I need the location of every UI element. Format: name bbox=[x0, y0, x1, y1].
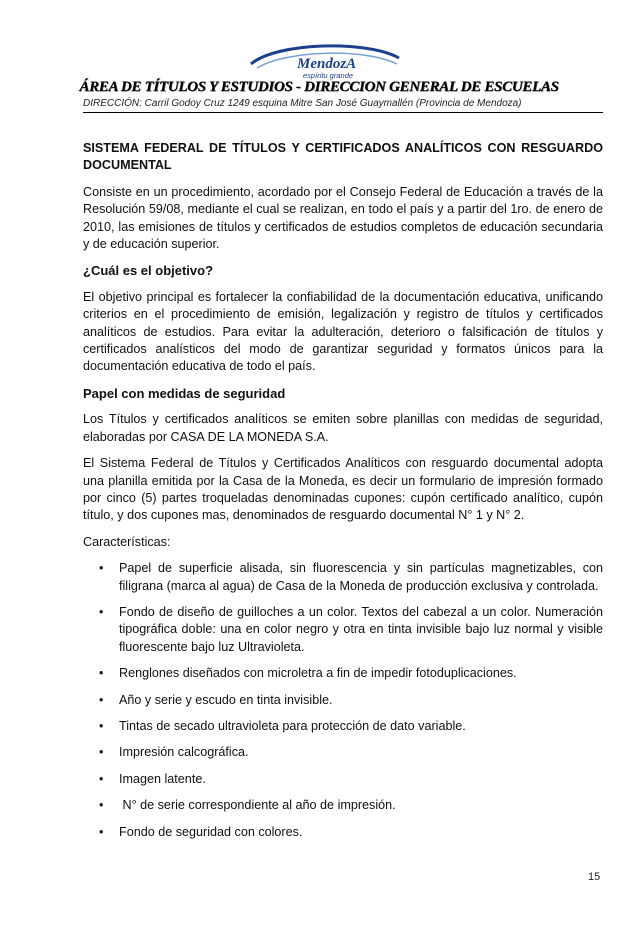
list-item bbox=[83, 771, 603, 788]
feature-text: Tintas de secado ultravioleta para protección de dato variable. bbox=[119, 718, 466, 733]
bullet-icon: • bbox=[99, 561, 104, 576]
objective-heading: ¿Cuál es el objetivo? bbox=[83, 263, 214, 279]
logo-tagline: espíritu grande bbox=[303, 71, 354, 80]
logo-wordmark: MendozA bbox=[297, 56, 357, 72]
feature-text: Fondo de seguridad con colores. bbox=[119, 824, 303, 839]
bullet-icon: • bbox=[99, 692, 104, 707]
header-divider bbox=[83, 112, 603, 113]
paper-paragraph-1: Los Títulos y certificados analíticos se emiten sobre planillas con medidas de seguridad, elaboradas por CASA DE LA MONEDA S.A. bbox=[83, 412, 603, 444]
list-item bbox=[83, 692, 603, 709]
feature-text: Papel de superficie alisada, sin fluorescencia y sin partículas magnetizables, con filigrana (marca al agua) de Casa de la Moneda de producción exclusiva y controlada. bbox=[119, 561, 603, 593]
bullet-icon: • bbox=[99, 666, 104, 681]
intro-paragraph: Consiste en un procedimiento, acordado por el Consejo Federal de Educación a través de la Resolución 59/08, mediante el cual se realizan, en todo el país y a partir del 1ro. de enero de 2010, las emisiones de títulos y certificados de estudios completos de educación secundaria y de educación superior. bbox=[83, 184, 603, 252]
feature-text: Fondo de diseño de guilloches a un color. Textos del cabezal a un color. Numeración tipográfica doble: una en color negro y otra en tinta invisible bajo luz normal y visible fluorescente bajo luz Ultravioleta. bbox=[119, 604, 603, 654]
paper-paragraph-2: El Sistema Federal de Títulos y Certificados Analíticos con resguardo documental adopta una planilla emitida por la Casa de la Moneda, es decir un formulario de impresión formado por cinco (5) partes troqueladas denominadas cupones: cupón certificado analítico, cupón título, y dos cupones mas, denominados de resguardo documental N° 1 y N° 2. bbox=[83, 456, 603, 523]
bullet-icon: • bbox=[99, 824, 104, 839]
list-item bbox=[83, 604, 603, 656]
list-item bbox=[83, 560, 603, 595]
list-item bbox=[83, 824, 603, 841]
address-line: DIRECCIÓN: Carril Godoy Cruz 1249 esquina Mitre San José Guaymallén (Provincia de Mendoza) bbox=[83, 98, 522, 109]
objective-paragraph: El objetivo principal es fortalecer la confiabilidad de la documentación educativa, unificando criterios en el procedimiento de emisión, legalización y registro de títulos y certificados analíticos de estudios. Para evitar la adulteración, deterioro o falsificación de títulos y certificados analísticos del modo de garantizar seguridad y formatos únicos para la documentación educativa de todo el país. bbox=[83, 289, 603, 374]
main-title: SISTEMA FEDERAL DE TÍTULOS Y CERTIFICADOS ANALÍTICOS CON RESGUARDO DOCUMENTAL bbox=[83, 141, 603, 173]
bullet-icon: • bbox=[99, 771, 104, 786]
feature-text: N° de serie correspondiente al año de impresión. bbox=[119, 798, 396, 813]
bullet-icon: • bbox=[99, 798, 104, 813]
bullet-icon: • bbox=[99, 604, 104, 619]
mendoza-logo bbox=[247, 38, 403, 82]
feature-text: Año y serie y escudo en tinta invisible. bbox=[119, 692, 333, 707]
page-number: 15 bbox=[588, 871, 601, 883]
bullet-icon: • bbox=[99, 718, 104, 733]
feature-text: Imagen latente. bbox=[119, 771, 206, 786]
paper-heading: Papel con medidas de seguridad bbox=[83, 385, 286, 401]
document-body bbox=[83, 140, 603, 850]
feature-text: Impresión calcográfica. bbox=[119, 745, 249, 760]
list-item bbox=[83, 744, 603, 761]
list-item bbox=[83, 665, 603, 682]
feature-text: Renglones diseñados con microletra a fin de impedir fotoduplicaciones. bbox=[119, 666, 517, 681]
features-list bbox=[83, 560, 603, 841]
features-label: Características: bbox=[83, 534, 171, 549]
bullet-icon: • bbox=[99, 745, 104, 760]
list-item bbox=[83, 718, 603, 735]
header-title: ÁREA DE TÍTULOS Y ESTUDIOS - DIRECCION GENERAL DE ESCUELAS bbox=[79, 79, 559, 95]
list-item bbox=[83, 797, 603, 814]
